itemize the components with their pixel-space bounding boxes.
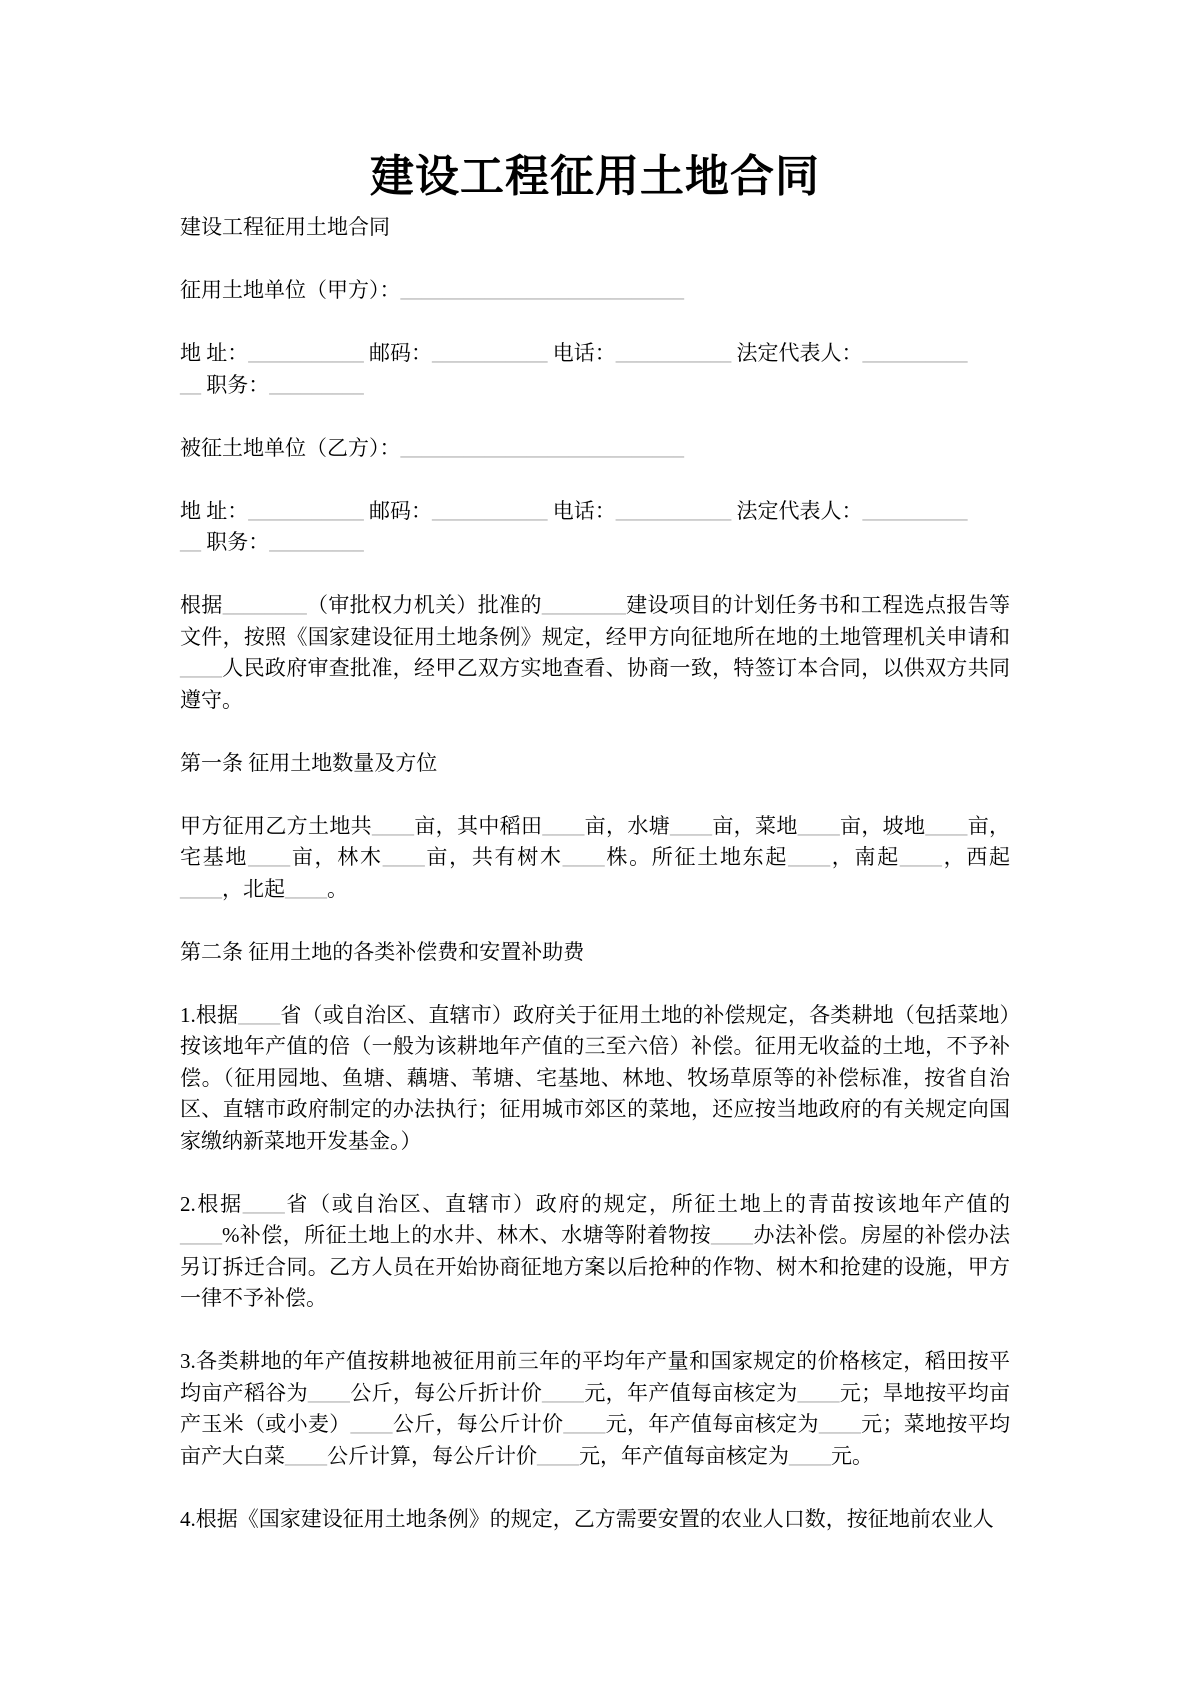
- blank-underline: ____: [818, 1412, 861, 1436]
- blank-underline: ___________: [248, 341, 364, 365]
- blank-underline: ____: [542, 1380, 585, 1405]
- article-1-body: 甲方征用乙方土地共____亩，其中稻田____亩，水塘____亩，菜地____亩，坡地____亩，宅基地____亩，林木____亩，共有树木____株。所征土地东起____，南起____，西起____，北起____。: [180, 813, 1011, 901]
- blank-underline: __________: [862, 498, 968, 523]
- blank-underline: ____: [285, 1443, 327, 1468]
- blank-underline: _________: [269, 372, 364, 397]
- blank-underline: ___________: [615, 341, 732, 365]
- party-b-contact-line2: __ 职务：_________: [180, 530, 364, 554]
- blank-underline: ____: [180, 1223, 222, 1247]
- contract-title: 建设工程征用土地合同: [370, 152, 820, 201]
- party-a-contact: [180, 338, 1010, 401]
- blank-underline: ____: [797, 813, 840, 838]
- blank-underline: ____: [789, 1443, 831, 1468]
- blank-underline: ____: [248, 845, 291, 869]
- blank-underline: ________: [222, 593, 307, 617]
- blank-underline: ____: [797, 1380, 840, 1405]
- blank-underline: ____: [238, 1002, 281, 1027]
- article-2-heading: 第二条 征用土地的各类补偿费和安置补助费: [180, 939, 585, 964]
- blank-underline: ____: [925, 813, 968, 838]
- article-1-heading: 第一条 征用土地数量及方位: [180, 750, 438, 775]
- party-b-contact: [180, 496, 1010, 559]
- blank-underline: ___________: [432, 341, 548, 365]
- article-2-item-1: 1.根据____省（或自治区、直辖市）政府关于征用土地的补偿规定，各类耕地（包括菜地）按该地年产值的倍（一般为该耕地年产值的三至六倍）补偿。征用无收益的土地，不予补偿。（征用园地、鱼塘、藕塘、苇塘、宅基地、林地、牧场草原等的补偿标准，按省自治区、直辖市政府制定的办法执行；征用城市郊区的菜地，还应按当地政府的有关规定向国家缴纳新菜地开发基金。）: [180, 1002, 1011, 1153]
- article-2-item-4: 4.根据《国家建设征用土地条例》的规定，乙方需要安置的农业人口数，按征地前农业人: [180, 1506, 994, 1531]
- blank-underline: __: [180, 372, 201, 397]
- blank-underline: ____: [788, 845, 831, 869]
- blank-underline: ___________: [248, 498, 364, 523]
- article-2-item-3: 3.各类耕地的年产值按耕地被征用前三年的平均年产量和国家规定的价格核定，稻田按平均亩产稻谷为____公斤，每公斤折计价____元，年产值每亩核定为____元；旱地按平均亩产玉米（或小麦）____公斤，每公斤计价____元，年产值每亩核定为____元；菜地按平均亩产大白菜____公斤计算，每公斤计价____元，年产值每亩核定为____元。: [180, 1349, 1011, 1468]
- blank-underline: ___________: [432, 498, 548, 523]
- blank-underline: ____: [307, 1380, 350, 1405]
- party-a-contact-line1: 地 址：___________ 邮码：___________ 电话：___________ 法定代表人：__________: [180, 341, 968, 365]
- blank-underline: ____: [563, 1412, 606, 1436]
- blank-underline: ___________: [615, 498, 732, 523]
- blank-underline: ___________________________: [400, 435, 684, 460]
- blank-underline: ____: [180, 876, 222, 901]
- party-a-contact-line2: __ 职务：_________: [180, 372, 364, 397]
- blank-underline: ____: [711, 1223, 754, 1247]
- blank-underline: ____: [350, 1412, 393, 1436]
- party-b-line: 被征土地单位（乙方）：___________________________: [180, 435, 684, 460]
- article-2-item-2: 2.根据____省（或自治区、直辖市）政府的规定，所征土地上的青苗按该地年产值的____%补偿，所征土地上的水井、林木、水塘等附着物按____办法补偿。房屋的补偿办法另订拆迁合同。乙方人员在开始协商征地方案以后抢种的作物、树木和抢建的设施，甲方一律不予补偿。: [180, 1191, 1011, 1310]
- blank-underline: __________: [862, 341, 968, 365]
- blank-underline: ___________________________: [400, 278, 684, 302]
- blank-underline: ____: [372, 813, 414, 838]
- blank-underline: ________: [541, 593, 626, 617]
- blank-underline: ____: [542, 813, 585, 838]
- preamble-paragraph: 根据________（审批权力机关）批准的________建设项目的计划任务书和工程选点报告等文件，按照《国家建设征用土地条例》规定，经甲方向征地所在地的土地管理机关申请和____人民政府审查批准，经甲乙双方实地查看、协商一致，特签订本合同，以供双方共同遵守。: [180, 593, 1010, 712]
- blank-underline: __: [180, 530, 201, 554]
- blank-underline: _________: [269, 530, 364, 554]
- blank-underline: ____: [180, 656, 222, 680]
- party-b-contact-line1: 地 址：___________ 邮码：___________ 电话：___________ 法定代表人：__________: [180, 498, 968, 523]
- blank-underline: ____: [562, 845, 605, 869]
- blank-underline: ____: [670, 813, 713, 838]
- blank-underline: ____: [285, 876, 327, 901]
- blank-underline: ____: [899, 845, 942, 869]
- party-a-line: 征用土地单位（甲方）：___________________________: [180, 278, 684, 302]
- blank-underline: ____: [242, 1191, 285, 1216]
- blank-underline: ____: [537, 1443, 579, 1468]
- contract-subtitle: 建设工程征用土地合同: [180, 215, 390, 239]
- blank-underline: ____: [382, 845, 425, 869]
